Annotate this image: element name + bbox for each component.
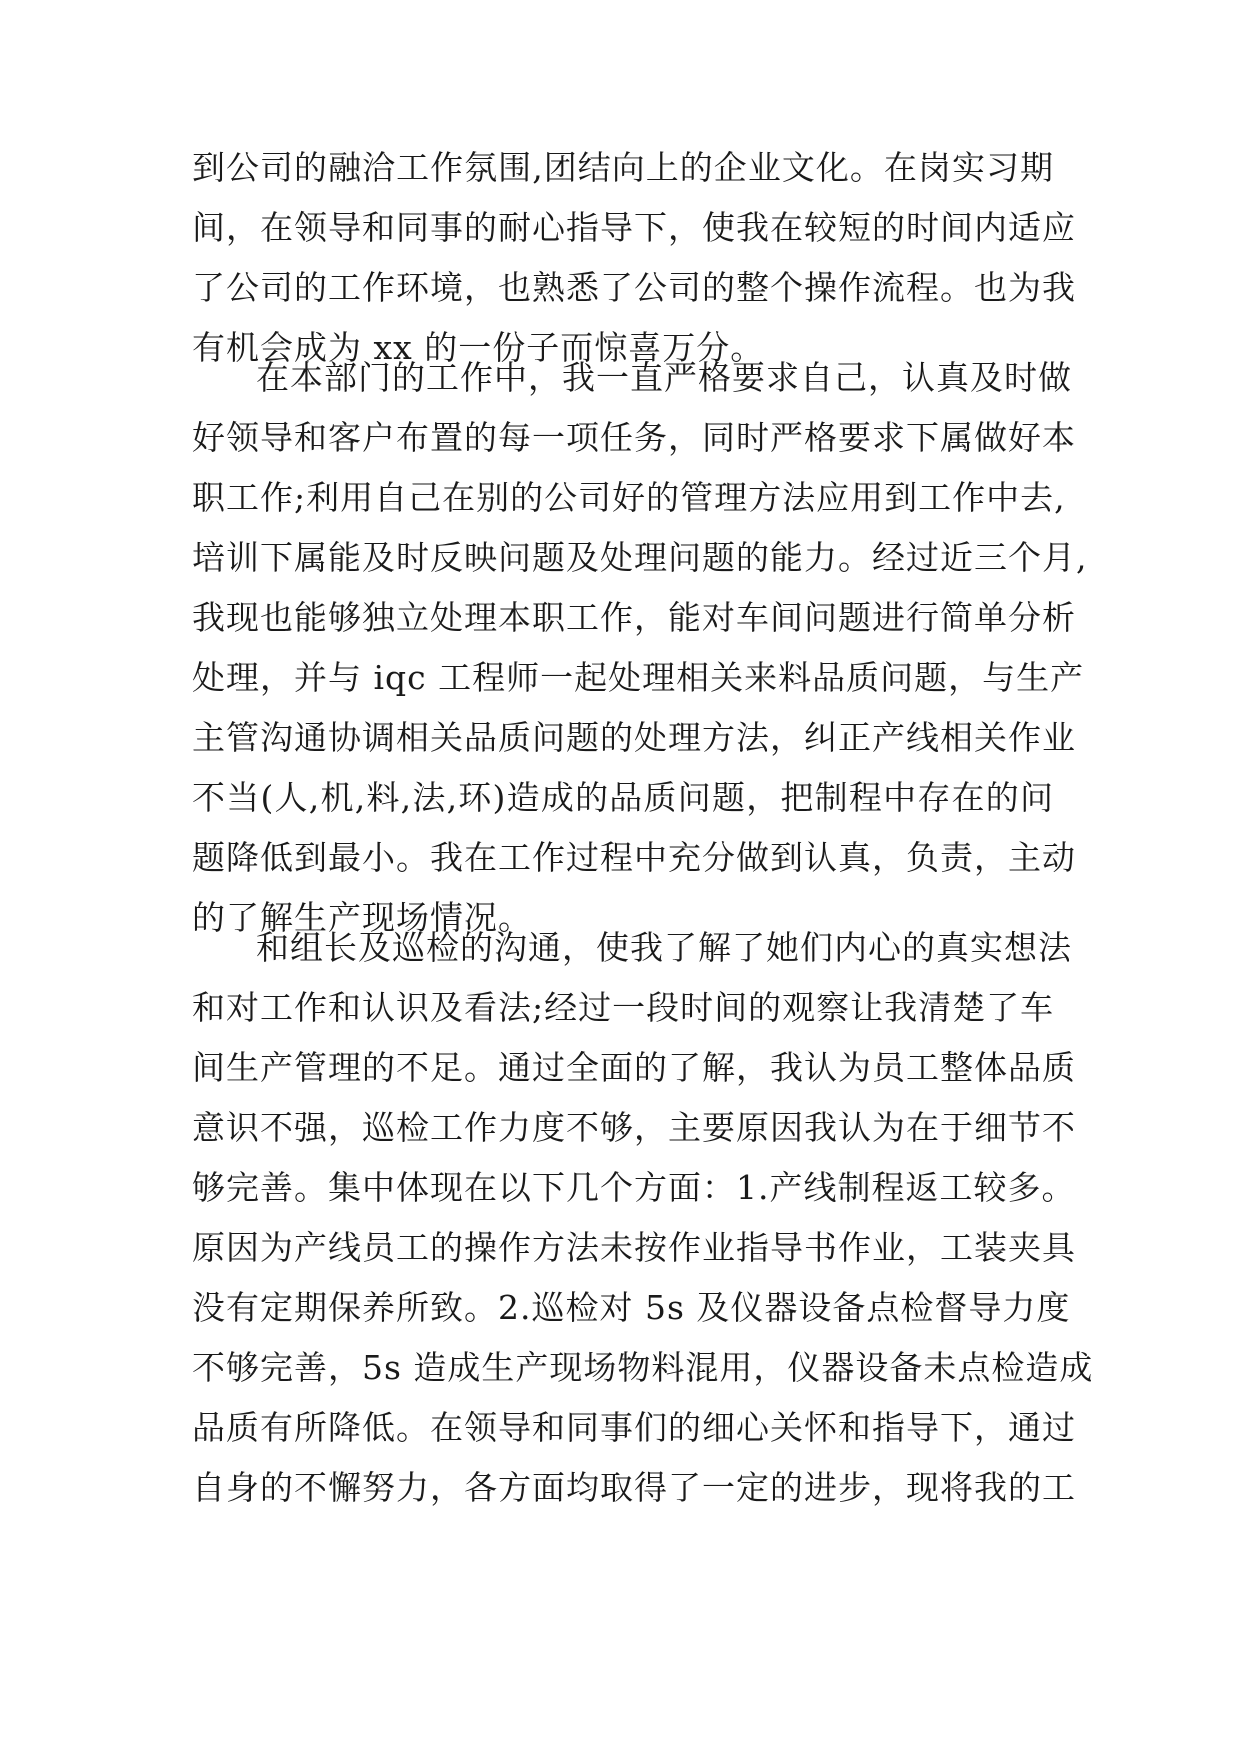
text-line: 主管沟通协调相关品质问题的处理方法，纠正产线相关作业 [192, 718, 1076, 757]
paragraph-3 [192, 918, 1094, 1518]
text-line: 好领导和客户布置的每一项任务，同时严格要求下属做好本 [192, 418, 1076, 457]
text-line: 有机会成为 xx 的一份子而惊喜万分。 [192, 328, 765, 367]
text-line: 题降低到最小。我在工作过程中充分做到认真，负责，主动 [192, 838, 1076, 877]
text-line: 培训下属能及时反映问题及处理问题的能力。经过近三个月, [192, 538, 1088, 577]
text-line: 意识不强，巡检工作力度不够，主要原因我认为在于细节不 [192, 1108, 1076, 1147]
text-line: 够完善。集中体现在以下几个方面：1.产线制程返工较多。 [192, 1168, 1076, 1207]
text-line: 我现也能够独立处理本职工作，能对车间问题进行简单分析 [192, 598, 1076, 637]
text-line: 的了解生产现场情况。 [192, 898, 532, 937]
text-line: 品质有所降低。在领导和同事们的细心关怀和指导下，通过 [192, 1408, 1076, 1447]
text-line: 自身的不懈努力，各方面均取得了一定的进步，现将我的工 [192, 1468, 1076, 1507]
paragraph-1 [192, 138, 1076, 378]
text-line: 到公司的融洽工作氛围,团结向上的企业文化。在岗实习期 [192, 148, 1054, 187]
text-line: 间生产管理的不足。通过全面的了解，我认为员工整体品质 [192, 1048, 1076, 1087]
text-line: 在本部门的工作中，我一直严格要求自己，认真及时做 [256, 358, 1072, 397]
text-line: 不当(人,机,料,法,环)造成的品质问题，把制程中存在的问 [192, 778, 1054, 817]
paragraph-2 [192, 348, 1088, 948]
text-line: 没有定期保养所致。2.巡检对 5s 及仪器设备点检督导力度 [192, 1288, 1071, 1327]
text-line: 不够完善，5s 造成生产现场物料混用，仪器设备未点检造成 [192, 1348, 1094, 1387]
text-line: 和对工作和认识及看法;经过一段时间的观察让我清楚了车 [192, 988, 1055, 1027]
text-line: 了公司的工作环境，也熟悉了公司的整个操作流程。也为我 [192, 268, 1076, 307]
text-line: 原因为产线员工的操作方法未按作业指导书作业，工装夹具 [192, 1228, 1076, 1267]
text-line: 和组长及巡检的沟通，使我了解了她们内心的真实想法 [256, 928, 1072, 967]
text-line: 处理，并与 iqc 工程师一起处理相关来料品质问题，与生产 [192, 658, 1085, 697]
text-line: 职工作;利用自己在别的公司好的管理方法应用到工作中去, [192, 478, 1066, 517]
text-line: 间，在领导和同事的耐心指导下，使我在较短的时间内适应 [192, 208, 1076, 247]
